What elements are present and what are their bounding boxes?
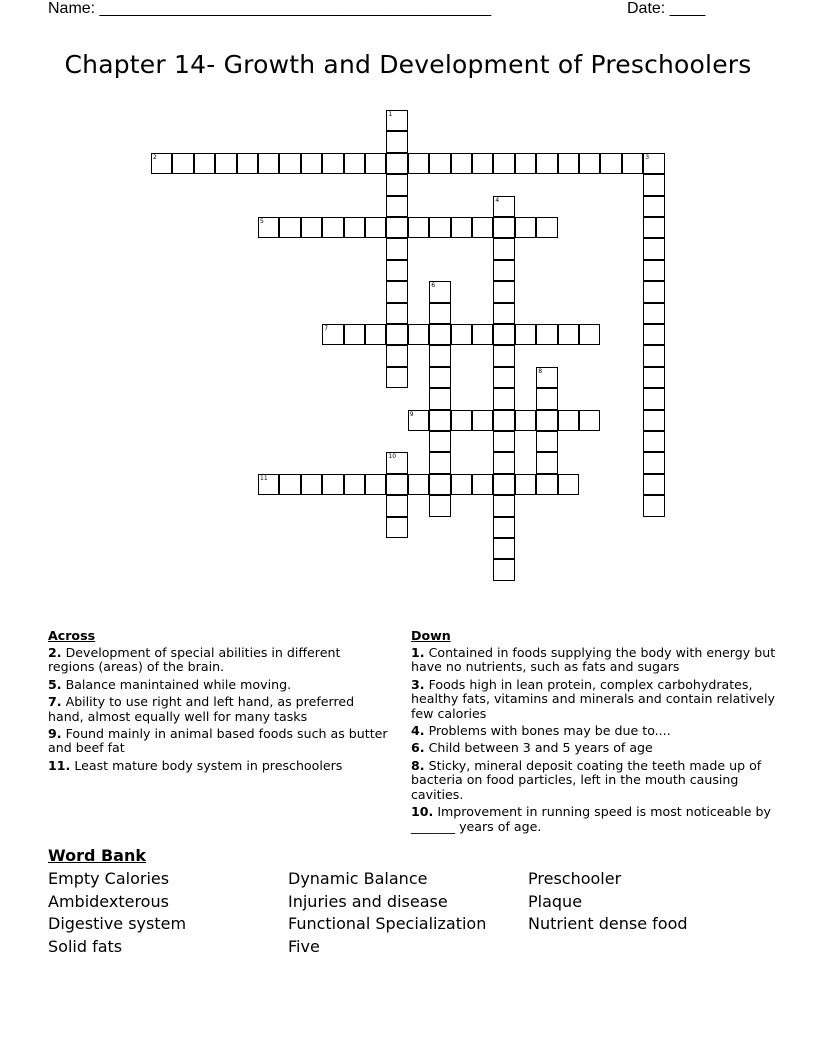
crossword-cell[interactable] xyxy=(472,217,493,238)
crossword-cell[interactable] xyxy=(493,217,514,238)
crossword-cell[interactable] xyxy=(322,217,343,238)
crossword-cell[interactable] xyxy=(429,367,450,388)
crossword-cell[interactable] xyxy=(643,367,664,388)
crossword-cell[interactable] xyxy=(536,153,557,174)
crossword-cell[interactable] xyxy=(643,410,664,431)
crossword-cell[interactable] xyxy=(493,495,514,516)
page-title: Chapter 14- Growth and Development of Preschoolers xyxy=(64,50,752,79)
crossword-cell[interactable] xyxy=(472,410,493,431)
word-bank-column-1 xyxy=(48,868,186,958)
crossword-cell[interactable] xyxy=(386,367,407,388)
word-bank-item: Injuries and disease xyxy=(288,891,448,911)
crossword-cell[interactable] xyxy=(493,538,514,559)
clue-down-8: 8. Sticky, mineral deposit coating the teeth made up of bacteria on food particles, left in the mouth causing cavities. xyxy=(411,757,762,803)
crossword-cell[interactable] xyxy=(344,324,365,345)
crossword-cell[interactable] xyxy=(558,153,579,174)
crossword-cell[interactable] xyxy=(386,324,407,345)
crossword-cell[interactable] xyxy=(451,217,472,238)
crossword-cell[interactable] xyxy=(429,388,450,409)
crossword-cell[interactable] xyxy=(451,324,472,345)
crossword-cell[interactable] xyxy=(493,345,514,366)
crossword-cell[interactable] xyxy=(237,153,258,174)
crossword-cell[interactable] xyxy=(643,238,664,259)
crossword-cell[interactable] xyxy=(493,517,514,538)
clue-number-7: 7 xyxy=(324,325,329,332)
crossword-cell[interactable] xyxy=(515,410,536,431)
date-line[interactable]: Date: ____ xyxy=(627,0,706,17)
crossword-cell[interactable] xyxy=(643,324,664,345)
crossword-cell[interactable] xyxy=(536,388,557,409)
crossword-cell[interactable] xyxy=(429,474,450,495)
crossword-cell[interactable] xyxy=(386,303,407,324)
crossword-cell[interactable] xyxy=(344,217,365,238)
crossword-cell[interactable] xyxy=(408,324,429,345)
crossword-cell[interactable] xyxy=(536,452,557,473)
clue-number-4: 4 xyxy=(495,196,500,204)
clue-number-1: 1 xyxy=(388,111,393,118)
crossword-cell[interactable] xyxy=(558,324,579,345)
crossword-cell[interactable] xyxy=(429,410,450,431)
crossword-cell[interactable] xyxy=(429,345,450,366)
crossword-cell[interactable] xyxy=(493,452,514,473)
crossword-cell[interactable] xyxy=(429,217,450,238)
clue-number-5: 5 xyxy=(260,218,264,225)
crossword-cell[interactable] xyxy=(386,131,407,152)
crossword-cell[interactable] xyxy=(493,260,514,281)
down-heading: Down xyxy=(411,628,451,643)
crossword-cell[interactable] xyxy=(515,153,536,174)
word-bank-item: Five xyxy=(288,936,320,956)
crossword-cell[interactable] xyxy=(643,174,664,195)
clue-number-9: 9 xyxy=(409,410,414,418)
crossword-cell[interactable] xyxy=(472,474,493,495)
crossword-cell[interactable] xyxy=(536,431,557,452)
crossword-cell[interactable] xyxy=(493,474,514,495)
word-bank-item: Nutrient dense food xyxy=(528,914,688,934)
crossword-cell[interactable] xyxy=(643,431,664,452)
clue-number-3: 3 xyxy=(645,153,650,161)
clue-across-5: 5. Balance manintained while moving. xyxy=(48,676,292,692)
crossword-cell[interactable] xyxy=(429,495,450,516)
word-bank-title: Word Bank xyxy=(48,846,147,865)
crossword-cell[interactable] xyxy=(451,474,472,495)
crossword-cell[interactable] xyxy=(322,153,343,174)
crossword-cell[interactable] xyxy=(429,153,450,174)
down-clues xyxy=(411,629,776,837)
crossword-cell[interactable] xyxy=(386,174,407,195)
crossword-cell[interactable] xyxy=(279,153,300,174)
clue-number-2: 2 xyxy=(153,153,157,161)
crossword-cell[interactable] xyxy=(344,153,365,174)
clue-across-11: 11. Least mature body system in preschoolers xyxy=(48,757,343,773)
crossword-cell[interactable] xyxy=(643,345,664,366)
clue-number-10: 10 xyxy=(388,453,397,461)
crossword-cell[interactable] xyxy=(515,217,536,238)
clue-down-10: 10. Improvement in running speed is most noticeable by _______ years of age. xyxy=(411,804,771,834)
word-bank-column-3 xyxy=(528,868,688,936)
crossword-cell[interactable] xyxy=(643,303,664,324)
crossword-cell[interactable] xyxy=(386,495,407,516)
crossword-cell[interactable] xyxy=(536,324,557,345)
crossword-cell[interactable] xyxy=(279,217,300,238)
crossword-cell[interactable] xyxy=(215,153,236,174)
crossword-cell[interactable] xyxy=(558,474,579,495)
crossword-cell[interactable] xyxy=(558,410,579,431)
crossword-cell[interactable] xyxy=(493,410,514,431)
crossword-cell[interactable] xyxy=(451,153,472,174)
crossword-cell[interactable] xyxy=(493,238,514,259)
crossword-cell[interactable] xyxy=(344,474,365,495)
crossword-cell[interactable] xyxy=(386,281,407,302)
word-bank-item: Empty Calories xyxy=(48,869,170,888)
word-bank-item: Plaque xyxy=(528,891,583,911)
crossword-cell[interactable] xyxy=(172,153,193,174)
clue-number-11: 11 xyxy=(260,474,268,482)
crossword-cell[interactable] xyxy=(643,281,664,302)
clue-number-8: 8 xyxy=(538,367,543,375)
crossword-cell[interactable] xyxy=(643,217,664,238)
word-bank-item: Dynamic Balance xyxy=(288,869,428,888)
crossword-cell[interactable] xyxy=(579,324,600,345)
crossword-cell[interactable] xyxy=(643,388,664,409)
crossword-cell[interactable] xyxy=(579,410,600,431)
crossword-cell[interactable] xyxy=(365,217,386,238)
crossword-cell[interactable] xyxy=(493,281,514,302)
clue-down-4: 4. Problems with bones may be due to.... xyxy=(411,723,671,739)
crossword-cell[interactable] xyxy=(622,153,643,174)
crossword-cell[interactable] xyxy=(301,153,322,174)
crossword-cell[interactable] xyxy=(429,324,450,345)
crossword-cell[interactable] xyxy=(493,367,514,388)
crossword-cell[interactable] xyxy=(515,474,536,495)
across-heading: Across xyxy=(48,628,96,643)
clue-number-6: 6 xyxy=(431,282,436,290)
crossword-cell[interactable] xyxy=(301,474,322,495)
crossword-cell[interactable] xyxy=(643,452,664,473)
crossword-cell[interactable] xyxy=(600,153,621,174)
word-bank-column-2 xyxy=(288,868,486,958)
crossword-cell[interactable] xyxy=(386,153,407,174)
name-line[interactable]: Name: ____________________________________________ xyxy=(48,0,492,17)
word-bank-item: Preschooler xyxy=(528,869,622,888)
crossword-cell[interactable] xyxy=(386,517,407,538)
crossword-cell[interactable] xyxy=(429,452,450,473)
crossword-cell[interactable] xyxy=(643,495,664,516)
crossword-cell[interactable] xyxy=(536,474,557,495)
crossword-cell[interactable] xyxy=(451,410,472,431)
word-bank-item: Ambidexterous xyxy=(48,891,169,911)
crossword-cell[interactable] xyxy=(386,260,407,281)
crossword-cell[interactable] xyxy=(365,153,386,174)
crossword-cell[interactable] xyxy=(536,410,557,431)
word-bank-item: Digestive system xyxy=(48,914,187,934)
crossword-cell[interactable] xyxy=(301,217,322,238)
crossword-cell[interactable] xyxy=(365,474,386,495)
crossword-cell[interactable] xyxy=(643,260,664,281)
crossword-cell[interactable] xyxy=(408,217,429,238)
clue-across-9: 9. Found mainly in animal based foods such as butter and beef fat xyxy=(48,725,388,756)
crossword-cell[interactable] xyxy=(429,303,450,324)
crossword-cell[interactable] xyxy=(386,196,407,217)
crossword-cell[interactable] xyxy=(643,474,664,495)
crossword-cell[interactable] xyxy=(472,153,493,174)
clue-across-7: 7. Ability to use right and left hand, as preferred hand, almost equally well for many tasks xyxy=(48,693,355,724)
crossword-cell[interactable] xyxy=(386,345,407,366)
crossword-cell[interactable] xyxy=(515,324,536,345)
crossword-cell[interactable] xyxy=(579,153,600,174)
crossword-cell[interactable] xyxy=(493,303,514,324)
crossword-cell[interactable] xyxy=(493,324,514,345)
crossword-cell[interactable] xyxy=(279,474,300,495)
crossword-cell[interactable] xyxy=(386,474,407,495)
clue-across-2: 2. Development of special abilities in different regions (areas) of the brain. xyxy=(48,644,341,675)
crossword-cell[interactable] xyxy=(386,238,407,259)
crossword-cell[interactable] xyxy=(493,153,514,174)
word-bank-item: Solid fats xyxy=(48,936,123,956)
crossword-cell[interactable] xyxy=(493,388,514,409)
crossword-cell[interactable] xyxy=(493,559,514,580)
crossword-cell[interactable] xyxy=(408,153,429,174)
crossword-cell[interactable] xyxy=(194,153,215,174)
crossword-cell[interactable] xyxy=(408,474,429,495)
crossword-cell[interactable] xyxy=(472,324,493,345)
clue-down-6: 6. Child between 3 and 5 years of age xyxy=(411,740,653,756)
crossword-cell[interactable] xyxy=(386,217,407,238)
crossword-cell[interactable] xyxy=(429,431,450,452)
clue-down-1: 1. Contained in foods supplying the body with energy but have no nutrients, such as fats and sugars xyxy=(411,644,776,675)
crossword-cell[interactable] xyxy=(643,196,664,217)
across-clues xyxy=(48,629,388,776)
crossword-cell[interactable] xyxy=(258,153,279,174)
clue-down-3: 3. Foods high in lean protein, complex carbohydrates, healthy fats, vitamins and minerals and contain relatively few calories xyxy=(411,676,775,722)
crossword-cell[interactable] xyxy=(322,474,343,495)
crossword-cell[interactable] xyxy=(365,324,386,345)
word-bank-item: Functional Specialization xyxy=(288,914,487,934)
crossword-cell[interactable] xyxy=(536,217,557,238)
crossword-cell[interactable] xyxy=(493,431,514,452)
